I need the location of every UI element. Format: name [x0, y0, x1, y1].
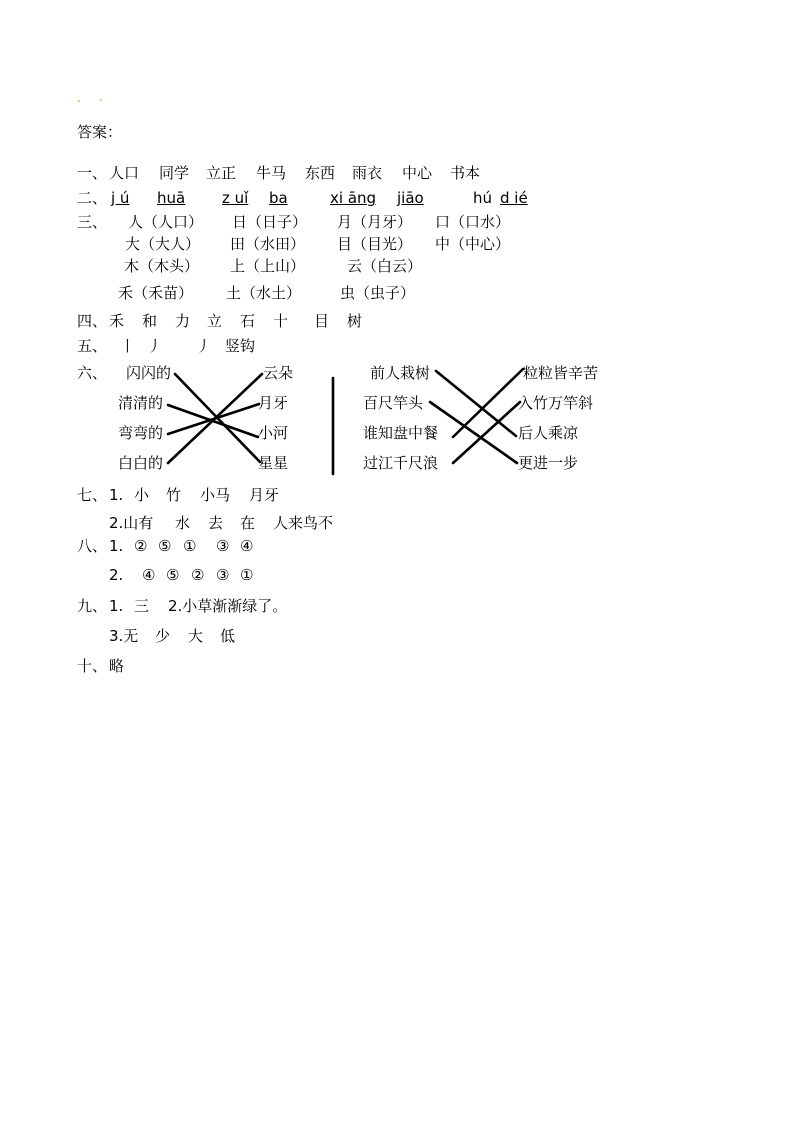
q6-right-b: 后人乘凉 [518, 424, 579, 442]
q6-right-a: 星星 [258, 454, 289, 472]
q10-text: 略 [109, 657, 125, 675]
q3-item: 日（日子） [232, 213, 308, 231]
q2-pinyin: j ú [111, 189, 130, 207]
q6-right-a: 月牙 [258, 394, 289, 412]
q4-char: 树 [347, 312, 363, 330]
q3-item: 云（白云） [347, 257, 423, 275]
q8-item: ③ [216, 537, 230, 555]
q3-item: 大（大人） [125, 235, 201, 253]
q1-word: 雨衣 [352, 164, 383, 182]
q9-item: 大 [188, 627, 204, 645]
q1-word: 人口 [109, 164, 140, 182]
q9-item: 三 [134, 597, 150, 615]
q3-item: 目（目光） [337, 235, 413, 253]
q6-right-b: 入竹万竿斜 [518, 394, 594, 412]
match-line [430, 402, 517, 463]
q7-item: 竹 [166, 486, 182, 504]
q3-label: 三、 [77, 213, 108, 231]
q2-pinyin: d ié [500, 189, 528, 207]
q6-left-b: 谁知盘中餐 [363, 424, 439, 442]
q9-item: 1. [109, 597, 124, 615]
q8-item: ④ [142, 566, 156, 584]
q9-item: 3.无 [109, 627, 139, 645]
q1-word: 立正 [206, 164, 237, 182]
q4-char: 石 [240, 312, 256, 330]
q7-item: 1. [109, 486, 124, 504]
q9-item: 少 [155, 627, 171, 645]
q7-item: 人来鸟不 [273, 514, 334, 532]
q6-right-b: 更进一步 [518, 454, 579, 472]
q1-word: 东西 [305, 164, 336, 182]
q8-item: 1. [109, 537, 124, 555]
q6-left-b: 过江千尺浪 [363, 454, 439, 472]
q4-char: 目 [314, 312, 330, 330]
q5-stroke: 丿 [147, 337, 163, 355]
match-line [453, 369, 523, 437]
q3-item: 虫（虫子） [340, 284, 416, 302]
answer-title: 答案： [77, 123, 123, 141]
q7-item: 在 [240, 514, 256, 532]
q2-pinyin: hú [473, 189, 493, 207]
q6-left-a: 闪闪的 [126, 364, 172, 382]
q8-label: 八、 [77, 537, 108, 555]
q7-label: 七、 [77, 486, 108, 504]
q5-stroke: 丿 [196, 337, 212, 355]
q9-label: 九、 [77, 597, 108, 615]
q7-item: 2.山有 [109, 514, 154, 532]
q3-item: 禾（禾苗） [118, 284, 194, 302]
q8-item: ① [183, 537, 197, 555]
q3-item: 口（口水） [435, 213, 511, 231]
q4-char: 力 [175, 312, 191, 330]
q7-item: 去 [208, 514, 224, 532]
q9-item: 2.小草渐渐绿了。 [168, 597, 288, 615]
q3-item: 土（水土） [226, 284, 302, 302]
q8-item: ② [191, 566, 205, 584]
q5-stroke: 竖钩 [225, 337, 256, 355]
q6-right-b: 粒粒皆辛苦 [523, 364, 599, 382]
q6-label: 六、 [77, 364, 108, 382]
q2-pinyin: jiāo [397, 189, 424, 207]
q3-item: 人（人口） [128, 213, 204, 231]
q6-right-a: 云朵 [263, 364, 294, 382]
q7-item: 水 [175, 514, 191, 532]
q4-char: 和 [142, 312, 158, 330]
q1-label: 一、 [77, 164, 108, 182]
q1-word: 同学 [159, 164, 190, 182]
q7-item: 小马 [200, 486, 231, 504]
q6-left-b: 百尺竿头 [363, 394, 424, 412]
q4-label: 四、 [77, 312, 108, 330]
q7-item: 月牙 [249, 486, 280, 504]
q6-left-a: 弯弯的 [118, 424, 164, 442]
q3-item: 月（月牙） [337, 213, 413, 231]
q7-item: 小 [134, 486, 150, 504]
q10-label: 十、 [77, 657, 108, 675]
match-line [436, 371, 516, 436]
q3-item: 田（水田） [230, 235, 306, 253]
q5-stroke: 丨 [120, 337, 136, 355]
q4-char: 禾 [109, 312, 125, 330]
q8-item: ② [134, 537, 148, 555]
q9-item: 低 [220, 627, 236, 645]
q8-item: 2. [109, 566, 124, 584]
q1-word: 中心 [402, 164, 433, 182]
q4-char: 十 [273, 312, 289, 330]
q5-label: 五、 [77, 337, 108, 355]
q6-left-a: 清清的 [118, 394, 164, 412]
q2-pinyin: huā [157, 189, 186, 207]
q6-right-a: 小河 [258, 424, 289, 442]
q1-word: 牛马 [256, 164, 287, 182]
q3-item: 木（木头） [124, 257, 200, 275]
q8-item: ③ [216, 566, 230, 584]
q2-pinyin: ba [269, 189, 288, 207]
q2-label: 二、 [77, 189, 108, 207]
q8-item: ⑤ [166, 566, 180, 584]
q3-item: 上（上山） [230, 257, 306, 275]
q8-item: ① [240, 566, 254, 584]
q6-left-b: 前人栽树 [370, 364, 431, 382]
q3-item: 中（中心） [435, 235, 511, 253]
q1-word: 书本 [450, 164, 481, 182]
q6-left-a: 白白的 [118, 454, 164, 472]
q2-pinyin: z uǐ [222, 189, 249, 207]
q8-item: ⑤ [158, 537, 172, 555]
q8-item: ④ [240, 537, 254, 555]
q2-pinyin: xi āng [330, 189, 377, 207]
q4-char: 立 [207, 312, 223, 330]
